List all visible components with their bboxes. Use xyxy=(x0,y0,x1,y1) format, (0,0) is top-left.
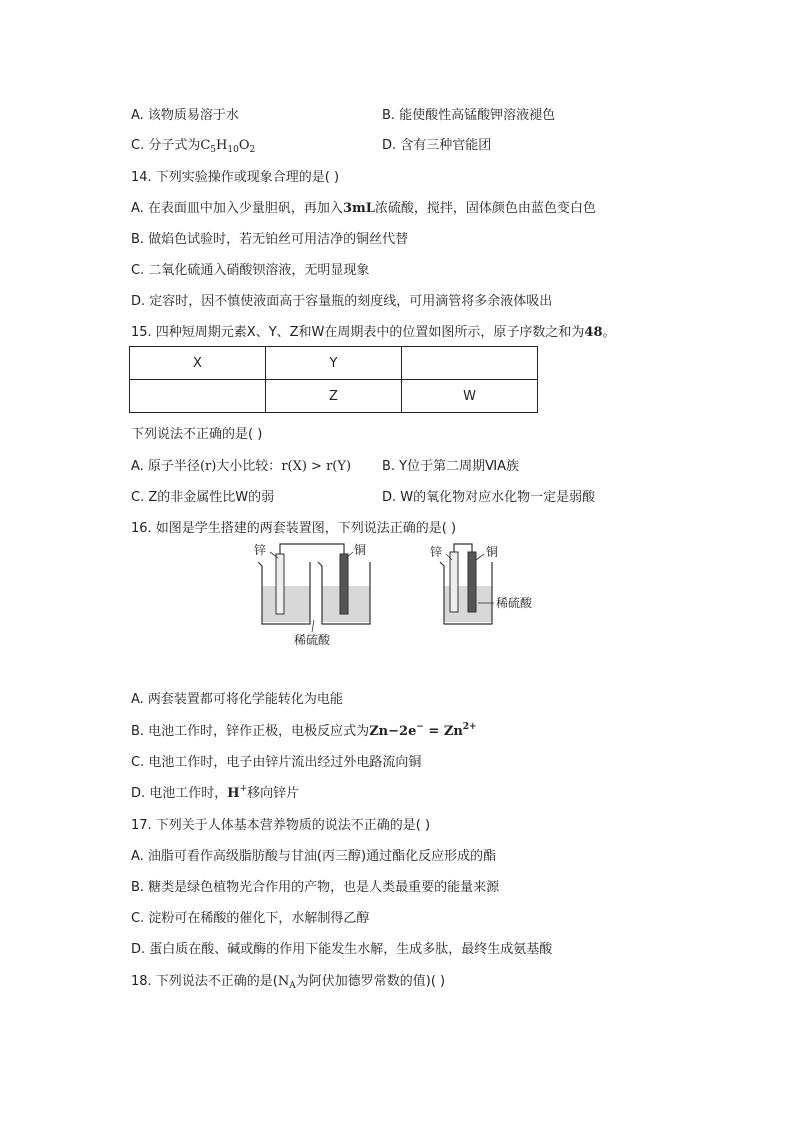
q17-stem: 17. 下列关于人体基本营养物质的说法不正确的是( ) xyxy=(131,818,431,833)
q17-option-d: D. 蛋白质在酸、碱或酶的作用下能发生水解，生成多肽，最终生成氨基酸 xyxy=(131,942,553,957)
periodic-table-fragment xyxy=(129,346,538,413)
label-leader xyxy=(476,554,484,560)
q16-option-b: B. 电池工作时，锌作正极，电极反应式为$Zn-2e^- = Zn^{2+}$ xyxy=(131,722,477,739)
q16-option-c: C. 电池工作时，电子由锌片流出经过外电路流向铜 xyxy=(131,755,422,770)
q13-option-d: D. 含有三种官能团 xyxy=(382,138,492,153)
copper-electrode xyxy=(340,554,348,614)
table-row xyxy=(130,347,538,380)
table-cell: Z xyxy=(266,380,402,413)
q13-option-a: A. 该物质易溶于水 xyxy=(131,108,239,123)
two-beaker-apparatus xyxy=(258,544,370,632)
table-cell: W xyxy=(402,380,538,413)
zinc-electrode xyxy=(450,552,458,612)
acid-label: 稀硫酸 xyxy=(294,633,331,647)
galvanic-cell-figure xyxy=(250,540,550,650)
table-row xyxy=(130,380,538,413)
table-cell xyxy=(130,380,266,413)
copper-electrode xyxy=(468,552,476,612)
wire xyxy=(280,544,344,554)
q13-option-b: B. 能使酸性高锰酸钾溶液褪色 xyxy=(382,108,556,123)
q13-option-c xyxy=(131,134,255,155)
zinc-label: 锌 xyxy=(254,543,267,557)
q16-option-d: D. 电池工作时，H+移向锌片 xyxy=(131,784,300,801)
q15-prompt: 下列说法不正确的是( ) xyxy=(131,427,263,442)
q14-option-d: D. 定容时，因不慎使液面高于容量瓶的刻度线，可用滴管将多余液体吸出 xyxy=(131,294,553,309)
zinc-label: 锌 xyxy=(430,545,443,559)
q15-stem: 15. 四种短周期元素X、Y、Z和W在周期表中的位置如图所示，原子序数之和为48。 xyxy=(131,325,616,340)
q16-stem: 16. 如图是学生搭建的两套装置图，下列说法正确的是( ) xyxy=(131,521,457,536)
q14-stem: 14. 下列实验操作或现象合理的是( ) xyxy=(131,170,340,185)
q14-option-a: A. 在表面皿中加入少量胆矾，再加入3mL浓硫酸，搅拌，固体颜色由蓝色变白色 xyxy=(131,201,596,216)
q17-option-c: C. 淀粉可在稀酸的催化下，水解制得乙醇 xyxy=(131,911,370,926)
q18-stem: 18. 下列说法不正确的是($N_A$为阿伏加德罗常数的值)( ) xyxy=(131,974,446,991)
q14-option-b: B. 做焰色试验时，若无铂丝可用洁净的铜丝代替 xyxy=(131,232,409,247)
electrode-equation: $Zn-2e^- = Zn^{2+}$ xyxy=(369,722,477,739)
q15-option-a: A. 原子半径(r)大小比较：r(X) > r(Y) xyxy=(131,459,352,474)
q17-option-b: B. 糖类是绿色植物光合作用的产物，也是人类最重要的能量来源 xyxy=(131,880,500,895)
q13-option-c-label: C. 分子式为 xyxy=(131,138,201,153)
copper-label: 铜 xyxy=(354,543,367,557)
q17-option-a: A. 油脂可看作高级脂肪酸与甘油(丙三醇)通过酯化反应形成的酯 xyxy=(131,849,497,864)
q15-option-d: D. W的氧化物对应水化物一定是弱酸 xyxy=(382,490,596,505)
q16-option-a: A. 两套装置都可将化学能转化为电能 xyxy=(131,692,343,707)
copper-label: 铜 xyxy=(486,545,499,559)
molecular-formula: $C_5H_{10}O_2$ xyxy=(200,138,256,155)
acid-liquid xyxy=(262,586,310,622)
q15-option-c: C. Z的非金属性比W的弱 xyxy=(131,490,275,505)
table-cell: X xyxy=(130,347,266,380)
q14-option-c: C. 二氧化硫通入硝酸钡溶液，无明显现象 xyxy=(131,263,370,278)
wire xyxy=(454,544,472,552)
label-leader xyxy=(312,620,314,632)
q15-option-b: B. Y位于第二周期ⅥA族 xyxy=(382,459,520,474)
table-cell: Y xyxy=(266,347,402,380)
zinc-electrode xyxy=(276,554,284,614)
table-cell xyxy=(402,347,538,380)
acid-label: 稀硫酸 xyxy=(496,596,533,610)
